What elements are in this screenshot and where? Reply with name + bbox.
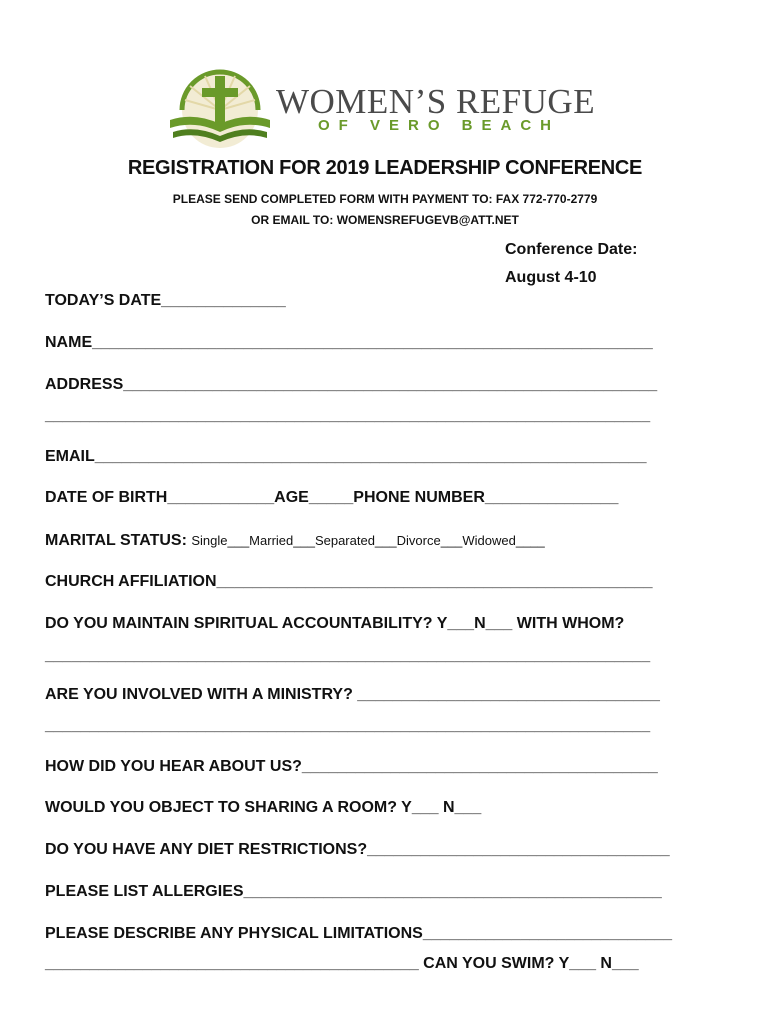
fax-instruction: PLEASE SEND COMPLETED FORM WITH PAYMENT TO: FAX 772-770-2779 xyxy=(172,192,598,206)
spiritual-accountability-field[interactable]: DO YOU MAINTAIN SPIRITUAL ACCOUNTABILITY? Y___N___ WITH WHOM? xyxy=(45,615,625,632)
allergies-field[interactable]: PLEASE LIST ALLERGIES_______________________________________________ xyxy=(45,883,662,900)
logo-subtitle: OF VERO BEACH xyxy=(318,117,561,134)
share-room-field[interactable]: WOULD YOU OBJECT TO SHARING A ROOM? Y___ N___ xyxy=(45,799,482,816)
spiritual-accountability-line-2[interactable]: ____________________________________________________________________ xyxy=(45,647,651,664)
physical-limitations-field[interactable]: PLEASE DESCRIBE ANY PHYSICAL LIMITATIONS____________________________ xyxy=(45,925,672,942)
diet-restrictions-field[interactable]: DO YOU HAVE ANY DIET RESTRICTIONS?__________________________________ xyxy=(45,841,670,858)
church-affiliation-field[interactable]: CHURCH AFFILIATION_________________________________________________ xyxy=(45,573,653,590)
marital-status-label: MARITAL STATUS: xyxy=(45,532,187,549)
conference-date-value: August 4-10 xyxy=(505,269,597,286)
marital-status-field[interactable] xyxy=(45,531,545,551)
hear-about-us-field[interactable]: HOW DID YOU HEAR ABOUT US?________________________________________ xyxy=(45,758,658,775)
dob-age-phone-field[interactable]: DATE OF BIRTH____________AGE_____PHONE NUMBER_______________ xyxy=(45,489,619,506)
marital-status-options[interactable]: Single___Married___Separated___Divorce___Widowed____ xyxy=(191,533,545,548)
ministry-line-2[interactable]: ____________________________________________________________________ xyxy=(45,717,651,734)
ministry-field[interactable]: ARE YOU INVOLVED WITH A MINISTRY? __________________________________ xyxy=(45,686,660,703)
address-line-2-field[interactable]: ____________________________________________________________________ xyxy=(45,407,651,424)
swim-field[interactable]: __________________________________________ CAN YOU SWIM? Y___ N___ xyxy=(45,955,639,972)
cross-bible-sunrise-icon xyxy=(165,68,275,148)
page-title: REGISTRATION FOR 2019 LEADERSHIP CONFERENCE xyxy=(127,157,643,179)
logo-title: WOMEN’S REFUGE xyxy=(276,82,596,121)
todays-date-field[interactable]: TODAY’S DATE______________ xyxy=(45,292,286,309)
email-field[interactable]: EMAIL______________________________________________________________ xyxy=(45,448,647,465)
organization-logo xyxy=(165,68,615,148)
email-instruction: OR EMAIL TO: WOMENSREFUGEVB@ATT.NET xyxy=(251,213,519,227)
name-field[interactable]: NAME_______________________________________________________________ xyxy=(45,334,653,351)
conference-date-label: Conference Date: xyxy=(505,241,638,258)
address-field[interactable]: ADDRESS____________________________________________________________ xyxy=(45,376,658,393)
